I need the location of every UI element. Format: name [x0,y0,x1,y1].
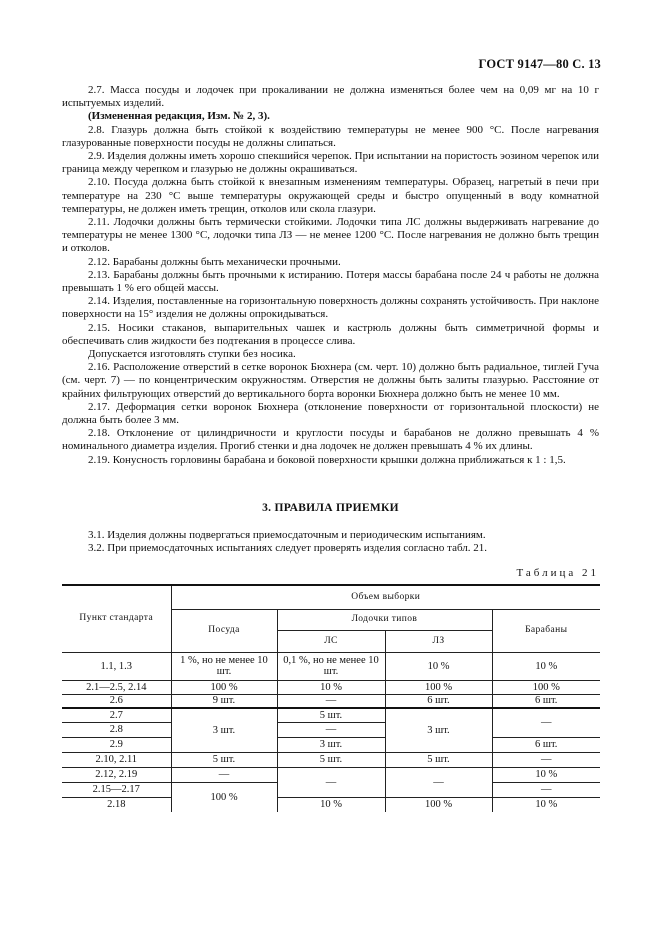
paragraph-3-2: 3.2. При приемосдаточных испытаниях следует проверять изделия согласно табл. 21. [88,542,488,555]
table-cell: 5 шт. [385,752,492,767]
table-cell: 2.1—2.5, 2.14 [62,680,171,694]
table-cell: 2.12, 2.19 [62,767,171,782]
paragraph-2-11: 2.11. Лодочки должны быть термически стойкими. Лодочки типа ЛС должны выдерживать нагревание до температуры не менее 1300 °С, лодочки типа ЛЗ — не менее 1200 °С. После нагревания не должно быть трещин и отколов. [62,216,599,255]
table-cell: 5 шт. [277,708,385,722]
header-ls: ЛС [277,630,385,652]
revision-note: (Измененная редакция, Изм. № 2, 3). [88,110,270,123]
table-cell: 6 шт. [492,694,600,708]
table-cell: 10 % [492,767,600,782]
header-sample: Объем выборки [171,585,600,609]
table-cell: — [492,782,600,797]
table-cell: 2.9 [62,737,171,752]
table-caption: Таблица 21 [516,567,599,579]
paragraph-2-12: 2.12. Барабаны должны быть механически прочными. [88,255,341,268]
header-dishes: Посуда [171,609,277,652]
header-point: Пункт стандарта [62,585,171,652]
header-drums: Барабаны [492,609,600,652]
table-cell: 0,1 %, но не менее 10 шт. [277,652,385,680]
table-cell: — [277,722,385,737]
table-cell: — [277,767,385,797]
header-lz: ЛЗ [385,630,492,652]
paragraph-3-1: 3.1. Изделия должны подвергаться приемосдаточным и периодическим испытаниям. [88,529,486,541]
section-title: 3. ПРАВИЛА ПРИЕМКИ [262,502,399,514]
table-cell: 100 % [492,680,600,694]
paragraph-2-15: 2.15. Носики стаканов, выпарительных чашек и кастрюль должны быть симметричной формы и обеспечивать слив жидкости без подтекания в процессе слива. [62,321,599,347]
paragraph-2-16: 2.16. Расположение отверстий в сетке воронок Бюхнера (см. черт. 10) должно быть радиальное, тиглей Гуча (см. черт. 7) — по концентрическим окружностям. Отверстия не должны быть залиты глазурью. Расстояние от крайних фильтрующих отверстий до вертикального борта воронки Бюхнера должно быть не менее 10 мм. [62,361,599,400]
table-cell: — [492,708,600,737]
table-cell: 100 % [171,782,277,812]
paragraph-2-15-note: Допускается изготовлять ступки без носика. [88,348,296,361]
page-header: ГОСТ 9147—80 С. 13 [478,57,601,71]
table-cell: 2.15—2.17 [62,782,171,797]
table-cell: 9 шт. [171,694,277,708]
table-cell: 10 % [277,680,385,694]
paragraph-2-8: 2.8. Глазурь должна быть стойкой к воздействию температуры не менее 900 °С. После нагревания глазурованные поверхности посуды не должны слипаться. [62,123,599,149]
paragraph-2-9: 2.9. Изделия должны иметь хорошо спекшийся черепок. При испытании на пористость эозином черепок или граница между черепком и глазурью не должны окрашиваться. [62,150,599,176]
table-cell: 2.10, 2.11 [62,752,171,767]
paragraph-2-13: 2.13. Барабаны должны быть прочными к истиранию. Потеря массы барабана после 24 ч работы не должна превышать 1 % его общей массы. [62,268,599,295]
header-boats: Лодочки типов [277,609,492,630]
paragraph-2-17: 2.17. Деформация сетки воронок Бюхнера (отклонение поверхности от горизонтальной плоскости) не должна быть более 3 мм. [62,400,599,427]
table-cell: — [492,752,600,767]
sampling-table [62,584,600,812]
table-cell: — [385,767,492,797]
table-cell: 5 шт. [277,752,385,767]
section-3-text [62,529,599,555]
paragraph-2-14: 2.14. Изделия, поставленные на горизонтальную поверхность должны сохранять устойчивость. При наклоне поверхности на 15° изделия не должны опрокидываться. [62,295,599,321]
paragraph-2-7: 2.7. Масса посуды и лодочек при прокаливании не должна изменяться более чем на 0,09 мг на 10 г испытуемых изделий. [62,84,599,110]
table-cell: 10 % [385,652,492,680]
table-cell: 100 % [171,680,277,694]
paragraph-2-18: 2.18. Отклонение от цилиндричности и круглости посуды и барабанов не должно превышать 4 % номинального диаметра изделия. Прогиб стенки и дна лодочек не должен превышать 4 % их длины. [62,427,599,453]
table-cell: 1 %, но не менее 10 шт. [171,652,277,680]
table-cell: 6 шт. [385,694,492,708]
table-cell: 10 % [492,652,600,680]
paragraph-2-10: 2.10. Посуда должна быть стойкой к внезапным изменениям температуры. Образец, нагретый в печи при температуре на 230 °С выше температуры окружающей среды и быстро опущенный в воду комнатной температуры, не должен иметь трещин, отколов или скола глазури. [62,176,599,215]
paragraph-2-19: 2.19. Конусность горловины барабана и боковой поверхности крышки должна приближаться к 1 : 1,5. [88,453,566,466]
table-cell: 2.8 [62,722,171,737]
table-cell: 100 % [385,680,492,694]
table-cell: — [171,767,277,782]
table-cell: 2.18 [62,797,171,812]
table-cell: 5 шт. [171,752,277,767]
table-cell: 1.1, 1.3 [62,652,171,680]
table-cell: 6 шт. [492,737,600,752]
table-cell: 3 шт. [277,737,385,752]
table-cell: 2.6 [62,694,171,708]
table-cell: 10 % [277,797,385,812]
table-cell: 3 шт. [171,708,277,752]
table-cell: — [277,694,385,708]
table-cell: 3 шт. [385,708,492,752]
table-cell: 100 % [385,797,492,812]
section-2-text [62,84,599,467]
table-cell: 2.7 [62,708,171,722]
table-cell: 10 % [492,797,600,812]
